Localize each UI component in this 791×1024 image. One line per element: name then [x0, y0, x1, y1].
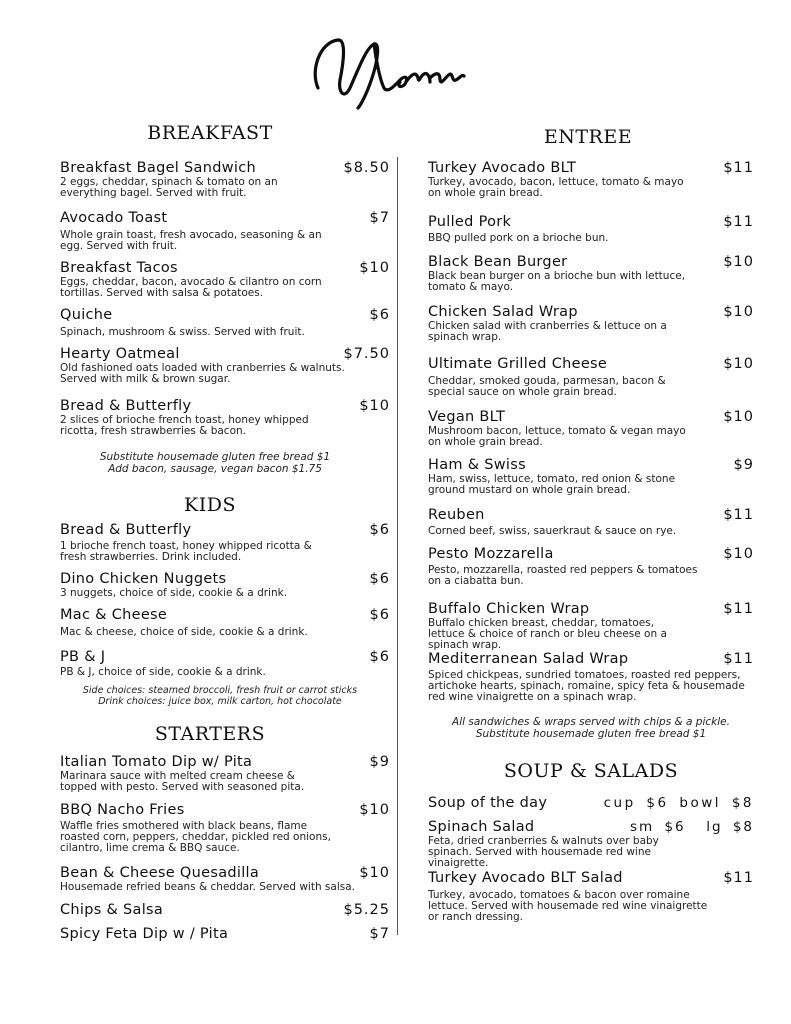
- item-description: Cheddar, smoked gouda, parmesan, bacon & special sauce on whole grain bread.: [428, 375, 666, 398]
- breakfast-item: [60, 260, 390, 299]
- item-name: Hearty Oatmeal: [60, 346, 180, 362]
- item-name: Turkey Avocado BLT: [428, 160, 577, 176]
- breakfast-item: [60, 307, 390, 338]
- item-name: Avocado Toast: [60, 210, 168, 226]
- item-price: $11: [723, 601, 754, 617]
- item-name: Italian Tomato Dip w/ Pita: [60, 754, 253, 770]
- item-description: Mac & cheese, choice of side, cookie & a drink.: [60, 626, 308, 638]
- item-price: $10: [723, 304, 754, 320]
- item-price: $10: [723, 356, 754, 372]
- kids-title: KIDS: [184, 494, 236, 516]
- item-name: Mac & Cheese: [60, 607, 168, 623]
- item-name: Spicy Feta Dip w / Pita: [60, 926, 229, 942]
- item-price: $10: [723, 409, 754, 425]
- item-description: Old fashioned oats loaded with cranberries & walnuts. Served with milk & brown sugar.: [60, 362, 345, 385]
- item-description: Marinara sauce with melted cream cheese & topped with pesto. Served with seasoned pita.: [60, 770, 305, 793]
- note-line: Drink choices: juice box, milk carton, hot chocolate: [98, 695, 342, 707]
- item-description: Mushroom bacon, lettuce, tomato & vegan mayo on whole grain bread.: [428, 425, 686, 448]
- item-price: $7: [369, 210, 390, 226]
- item-price: $10: [359, 865, 390, 881]
- item-price: $10: [359, 398, 390, 414]
- kids-item: [60, 522, 390, 563]
- soup-salads-title: SOUP & SALADS: [503, 760, 679, 782]
- item-price: $8.50: [343, 160, 390, 176]
- item-name: Breakfast Bagel Sandwich: [60, 160, 256, 176]
- starters-item: [60, 865, 390, 893]
- item-name: Buffalo Chicken Wrap: [428, 601, 590, 617]
- entree-item: [428, 651, 754, 703]
- entree-title: ENTREE: [543, 126, 633, 148]
- entree-item: [428, 304, 754, 343]
- item-name: Pulled Pork: [428, 214, 512, 230]
- entree-item: [428, 254, 754, 293]
- item-description: Whole grain toast, fresh avocado, seasoning & an egg. Served with fruit.: [60, 229, 322, 252]
- kids-item: [60, 571, 390, 599]
- item-price: cup $6 bowl $8: [603, 795, 754, 811]
- item-price: $6: [369, 307, 390, 323]
- note-line: Add bacon, sausage, vegan bacon $1.75: [108, 462, 322, 475]
- item-price: $10: [359, 802, 390, 818]
- item-description: Spiced chickpeas, sundried tomatoes, roasted red peppers, artichoke hearts, spinach, romaine, spicy feta & housemade red wine vinaigrette on a spinach wrap.: [428, 669, 745, 703]
- item-description: BBQ pulled pork on a brioche bun.: [428, 232, 609, 244]
- menu-script-title: [300, 30, 490, 112]
- item-description: Eggs, cheddar, bacon, avocado & cilantro on corn tortillas. Served with salsa & potatoes.: [60, 276, 322, 299]
- item-price: $6: [369, 522, 390, 538]
- item-description: Pesto, mozzarella, roasted red peppers & tomatoes on a ciabatta bun.: [428, 564, 698, 587]
- soup-item: [428, 819, 754, 869]
- note-line: Side choices: steamed broccoli, fresh fruit or carrot sticks: [82, 685, 358, 696]
- item-price: $7: [369, 926, 390, 942]
- item-name: Chips & Salsa: [60, 902, 164, 918]
- item-name: Ultimate Grilled Cheese: [428, 356, 608, 372]
- soup-item: [428, 795, 754, 811]
- item-description: Waffle fries smothered with black beans, flame roasted corn, peppers, cheddar, pickled red onions, cilantro, lime crema & BBQ sauce.: [60, 820, 331, 854]
- item-name: Soup of the day: [428, 795, 548, 811]
- item-price: $6: [369, 649, 390, 665]
- kids-item: [60, 649, 390, 678]
- item-name: PB & J: [60, 649, 106, 665]
- entree-item: [428, 507, 754, 537]
- item-name: Spinach Salad: [428, 819, 535, 835]
- item-price: $11: [723, 214, 754, 230]
- item-price: $9: [369, 754, 390, 770]
- item-description: Black bean burger on a brioche bun with lettuce, tomato & mayo.: [428, 270, 686, 293]
- kids-item: [60, 607, 390, 638]
- starters-item: [60, 902, 390, 918]
- note-line: Substitute housemade gluten free bread $1: [99, 451, 331, 463]
- item-price: $10: [723, 254, 754, 270]
- kids-note: [45, 686, 395, 707]
- breakfast-item: [60, 346, 390, 385]
- breakfast-item: [60, 398, 390, 437]
- item-description: Housemade refried beans & cheddar. Served with salsa.: [60, 881, 355, 893]
- item-price: $11: [723, 870, 754, 886]
- item-description: Feta, dried cranberries & walnuts over baby spinach. Served with housemade red wine vinaigrette.: [428, 835, 659, 869]
- starters-item: [60, 754, 390, 793]
- item-price: $9: [733, 457, 754, 473]
- item-description: Turkey, avocado, tomatoes & bacon over romaine lettuce. Served with housemade red wine vinaigrette or ranch dressing.: [428, 889, 708, 923]
- item-description: Buffalo chicken breast, cheddar, tomatoes, lettuce & choice of ranch or bleu cheese on a spinach wrap.: [428, 617, 667, 651]
- item-name: Ham & Swiss: [428, 457, 526, 473]
- item-description: Spinach, mushroom & swiss. Served with fruit.: [60, 326, 305, 338]
- item-price: $11: [723, 507, 754, 523]
- item-price: $10: [359, 260, 390, 276]
- item-price: $10: [723, 546, 754, 562]
- soup-item: [428, 870, 754, 923]
- item-description: Chicken salad with cranberries & lettuce on a spinach wrap.: [428, 320, 667, 343]
- item-price: $6: [369, 571, 390, 587]
- entree-item: [428, 214, 754, 244]
- breakfast-item: [60, 210, 390, 252]
- note-line: Substitute housemade gluten free bread $1: [475, 727, 707, 740]
- note-line: All sandwiches & wraps served with chips & a pickle.: [452, 716, 730, 728]
- item-description: 1 brioche french toast, honey whipped ricotta & fresh strawberries. Drink included.: [60, 540, 312, 563]
- entree-item: [428, 409, 754, 448]
- entree-item: [428, 601, 754, 651]
- item-price: $11: [723, 651, 754, 667]
- item-name: Bean & Cheese Quesadilla: [60, 865, 260, 881]
- item-name: Black Bean Burger: [428, 254, 568, 270]
- entree-note: [418, 717, 764, 740]
- starters-item: [60, 802, 390, 854]
- column-divider: [397, 157, 398, 935]
- item-name: Vegan BLT: [428, 409, 506, 425]
- entree-item: [428, 160, 754, 199]
- item-name: Pesto Mozzarella: [428, 546, 554, 562]
- entree-item: [428, 457, 754, 496]
- item-price: sm $6 lg $8: [629, 819, 754, 835]
- starters-item: [60, 926, 390, 942]
- item-price: $5.25: [343, 902, 390, 918]
- entree-item: [428, 356, 754, 398]
- item-name: Dino Chicken Nuggets: [60, 571, 227, 587]
- item-name: Quiche: [60, 307, 113, 323]
- item-description: 2 eggs, cheddar, spinach & tomato on an everything bagel. Served with fruit.: [60, 176, 278, 199]
- item-price: $7.50: [343, 346, 390, 362]
- breakfast-item: [60, 160, 390, 199]
- starters-title: STARTERS: [154, 723, 266, 745]
- item-name: BBQ Nacho Fries: [60, 802, 185, 818]
- item-name: Reuben: [428, 507, 485, 523]
- breakfast-note: [45, 452, 385, 475]
- item-name: Breakfast Tacos: [60, 260, 178, 276]
- item-name: Bread & Butterfly: [60, 398, 192, 414]
- item-price: $11: [723, 160, 754, 176]
- entree-item: [428, 546, 754, 587]
- item-name: Bread & Butterfly: [60, 522, 192, 538]
- item-description: Corned beef, swiss, sauerkraut & sauce on rye.: [428, 525, 677, 537]
- item-description: PB & J, choice of side, cookie & a drink.: [60, 666, 266, 678]
- item-description: Turkey, avocado, bacon, lettuce, tomato & mayo on whole grain bread.: [428, 176, 684, 199]
- item-price: $6: [369, 607, 390, 623]
- item-description: Ham, swiss, lettuce, tomato, red onion & stone ground mustard on whole grain bread.: [428, 473, 676, 496]
- item-name: Turkey Avocado BLT Salad: [428, 870, 623, 886]
- breakfast-title: BREAKFAST: [147, 122, 273, 144]
- item-description: 2 slices of brioche french toast, honey whipped ricotta, fresh strawberries & bacon.: [60, 414, 309, 437]
- item-name: Chicken Salad Wrap: [428, 304, 578, 320]
- item-description: 3 nuggets, choice of side, cookie & a drink.: [60, 587, 288, 599]
- item-name: Mediterranean Salad Wrap: [428, 651, 629, 667]
